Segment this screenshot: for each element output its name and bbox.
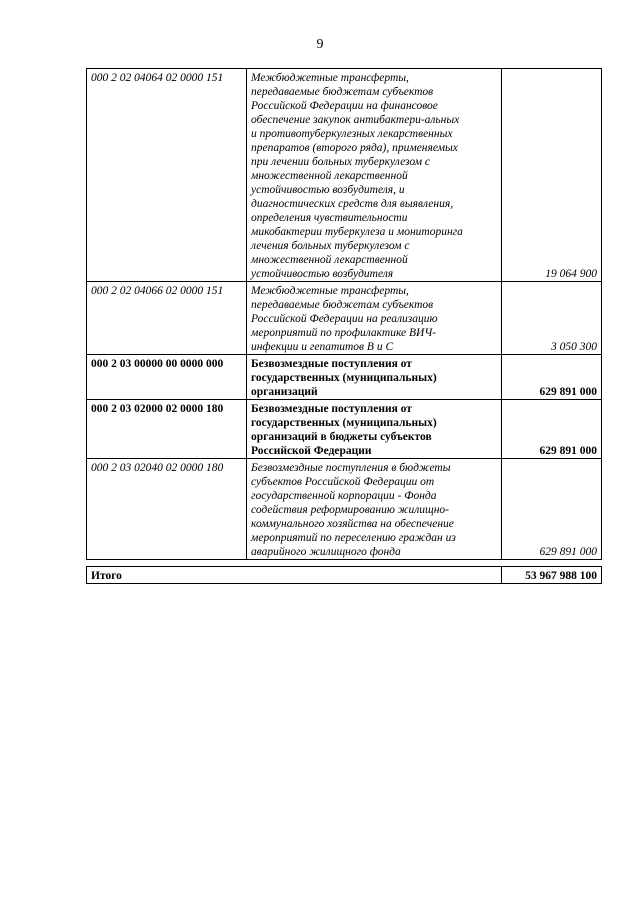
budget-code-cell: 000 2 03 00000 00 0000 000 bbox=[87, 355, 247, 400]
budget-code-cell: 000 2 02 04066 02 0000 151 bbox=[87, 282, 247, 355]
amount-cell: 19 064 900 bbox=[502, 69, 602, 282]
spacer-cell bbox=[502, 560, 602, 567]
description-line: обеспечение закупок антибактери-альных bbox=[251, 114, 460, 126]
budget-code-cell: 000 2 02 04064 02 0000 151 bbox=[87, 69, 247, 282]
description-line: организаций в бюджеты субъектов bbox=[251, 431, 432, 443]
table-row bbox=[87, 355, 602, 400]
spacer-cell bbox=[87, 560, 247, 567]
spacer-cell bbox=[247, 560, 502, 567]
table-row bbox=[87, 69, 602, 282]
description-line: Российской Федерации bbox=[251, 445, 372, 457]
amount-cell: 629 891 000 bbox=[502, 400, 602, 459]
description-line: мероприятий по переселению граждан из bbox=[251, 532, 456, 544]
description-line: государственной корпорации - Фонда bbox=[251, 490, 437, 502]
description-line: микобактерии туберкулеза и мониторинга bbox=[251, 226, 463, 238]
description-line: государственных (муниципальных) bbox=[251, 372, 437, 384]
budget-code-cell: 000 2 03 02040 02 0000 180 bbox=[87, 459, 247, 560]
total-amount: 53 967 988 100 bbox=[502, 567, 602, 584]
description-line: Российской Федерации на финансовое bbox=[251, 100, 438, 112]
description-line: лечения больных туберкулезом с bbox=[251, 240, 410, 252]
description-line: устойчивостью возбудителя, и bbox=[251, 184, 405, 196]
description-cell bbox=[247, 69, 502, 282]
description-line: устойчивостью возбудителя bbox=[251, 268, 394, 280]
description-line: государственных (муниципальных) bbox=[251, 417, 437, 429]
amount-cell: 3 050 300 bbox=[502, 282, 602, 355]
amount-cell: 629 891 000 bbox=[502, 355, 602, 400]
table-row bbox=[87, 459, 602, 560]
description-line: передаваемые бюджетам субъектов bbox=[251, 299, 434, 311]
description-line: содействия реформированию жилищно- bbox=[251, 504, 449, 516]
description-line: Межбюджетные трансферты, bbox=[251, 285, 409, 297]
description-cell bbox=[247, 355, 502, 400]
description-line: субъектов Российской Федерации от bbox=[251, 476, 435, 488]
description-line: Межбюджетные трансферты, bbox=[251, 72, 409, 84]
description-line: препаратов (второго ряда), применяемых bbox=[251, 142, 458, 154]
description-line: множественной лекарственной bbox=[251, 254, 408, 266]
table-spacer-row bbox=[87, 560, 602, 567]
description-line: и противотуберкулезных лекарственных bbox=[251, 128, 453, 140]
description-line: Безвозмездные поступления от bbox=[251, 403, 412, 415]
amount-cell: 629 891 000 bbox=[502, 459, 602, 560]
description-line: определения чувствительности bbox=[251, 212, 408, 224]
description-line: инфекции и гепатитов B и C bbox=[251, 341, 394, 353]
description-line: организаций bbox=[251, 386, 318, 398]
description-line: Безвозмездные поступления в бюджеты bbox=[251, 462, 451, 474]
description-line: Безвозмездные поступления от bbox=[251, 358, 412, 370]
description-line: диагностических средств для выявления, bbox=[251, 198, 454, 210]
description-line: Российской Федерации на реализацию bbox=[251, 313, 438, 325]
description-line: коммунального хозяйства на обеспечение bbox=[251, 518, 454, 530]
description-line: передаваемые бюджетам субъектов bbox=[251, 86, 434, 98]
table-row bbox=[87, 400, 602, 459]
description-cell bbox=[247, 282, 502, 355]
description-line: аварийного жилищного фонда bbox=[251, 546, 401, 558]
table-row bbox=[87, 282, 602, 355]
description-line: мероприятий по профилактике ВИЧ- bbox=[251, 327, 437, 339]
page-number: 9 bbox=[316, 37, 324, 52]
total-label: Итого bbox=[87, 567, 502, 584]
description-cell bbox=[247, 400, 502, 459]
description-line: при лечении больных туберкулезом с bbox=[251, 156, 431, 168]
description-cell bbox=[247, 459, 502, 560]
description-line: множественной лекарственной bbox=[251, 170, 408, 182]
budget-revenue-table bbox=[86, 68, 602, 584]
total-row bbox=[87, 567, 602, 584]
budget-code-cell: 000 2 03 02000 02 0000 180 bbox=[87, 400, 247, 459]
